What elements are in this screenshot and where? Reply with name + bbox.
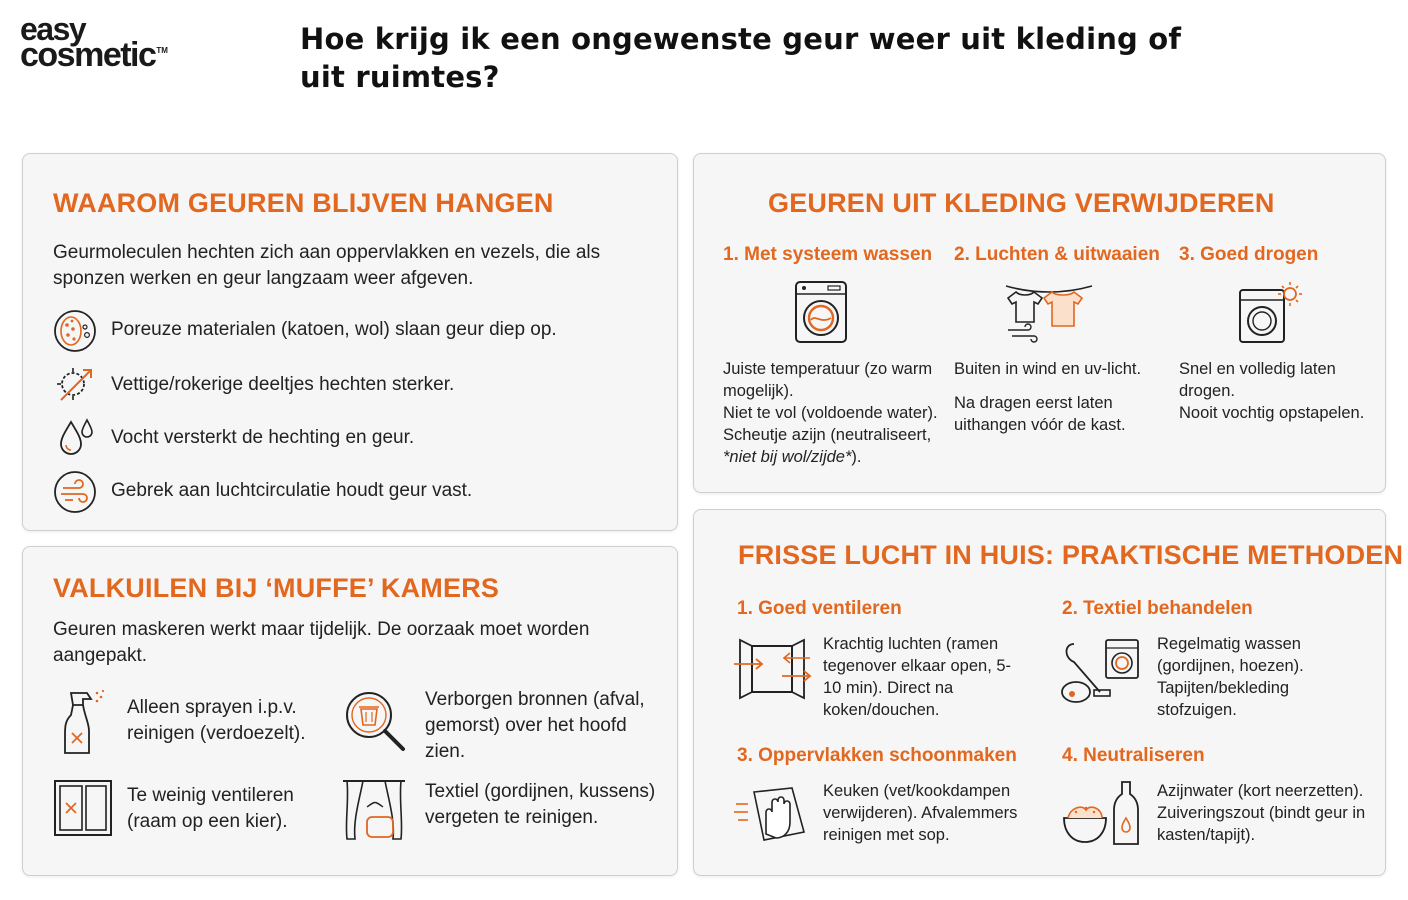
- card-musty-room-pitfalls: [22, 546, 678, 876]
- step-line: Na dragen eerst laten uithangen vóór de kast.: [954, 394, 1126, 434]
- easy-cosmetic-logo[interactable]: [20, 11, 168, 75]
- clothing-step-heading: 2. Luchten & uitwaaien: [954, 244, 1160, 265]
- card-why-odors-linger: [22, 153, 678, 531]
- clothing-step-text: [1179, 358, 1379, 424]
- logo-line-2: cosmetic: [20, 36, 156, 75]
- method-text: Azijnwater (kort neerzetten). Zuiveringszout (bindt geur in kasten/tapijt).: [1157, 782, 1366, 844]
- card-fresh-air-methods: [693, 509, 1404, 876]
- method-heading: 2. Textiel behandelen: [1062, 598, 1253, 619]
- clothing-step-text: [954, 358, 1169, 436]
- card-title: GEUREN UIT KLEDING VERWIJDEREN: [768, 188, 1275, 218]
- method-heading: 4. Neutraliseren: [1062, 745, 1205, 766]
- method-text: Regelmatig wassen (gordijnen, hoezen). Tapijten/bekleding stofzuigen.: [1157, 635, 1304, 719]
- method-text: Keuken (vet/kookdampen verwijderen). Afvalemmers reinigen met sop.: [823, 782, 1018, 844]
- closed-window-icon: [53, 779, 113, 837]
- step-line: Snel en volledig laten drogen.: [1179, 360, 1336, 400]
- clothing-step-heading: 1. Met systeem wassen: [723, 244, 933, 265]
- logo-line-1: easy: [20, 11, 86, 47]
- card-intro: Geurmoleculen hechten zich aan oppervlakken en vezels, die als sponzen werken en geur langzaam weer afgeven.: [53, 242, 601, 289]
- vinegar-baking-soda-icon: [1060, 778, 1142, 850]
- step-line: Scheutje azijn (neutraliseert,: [723, 426, 932, 444]
- step-line: Juiste temperatuur (zo warm mogelijk).: [723, 360, 933, 400]
- porous-fabric-icon: [53, 309, 97, 353]
- dryer-sun-icon: [1234, 280, 1304, 346]
- clothing-step-text: [723, 358, 953, 468]
- pitfall-item-ventilation: Te weinig ventileren (raam op een kier).: [127, 785, 294, 832]
- wiping-hand-icon: [732, 782, 812, 848]
- pitfall-item-spraying: Alleen sprayen i.p.v. reinigen (verdoezelt).: [127, 697, 306, 744]
- card-title: FRISSE LUCHT IN HUIS: PRAKTISCHE METHODEN: [738, 540, 1404, 570]
- step-note-end: ).: [851, 448, 862, 466]
- clothing-step-heading: 3. Goed drogen: [1179, 244, 1319, 265]
- step-note: *niet bij wol/zijde*: [723, 448, 852, 466]
- spray-bottle-icon: [57, 687, 107, 757]
- card-remove-odors-from-clothing: [693, 153, 1386, 493]
- washing-machine-icon: [794, 280, 850, 346]
- page-title: Hoe krijg ik een ongewenste geur weer uit kleding of uit ruimtes?: [300, 22, 1182, 94]
- card-title: VALKUILEN BIJ ‘MUFFE’ KAMERS: [53, 573, 500, 603]
- logo-trademark: TM: [156, 46, 168, 56]
- method-heading: 1. Goed ventileren: [737, 598, 902, 619]
- water-drops-icon: [55, 414, 99, 458]
- method-heading: 3. Oppervlakken schoonmaken: [737, 745, 1017, 766]
- vacuum-washer-icon: [1060, 636, 1142, 706]
- card-title: WAAROM GEUREN BLIJVEN HANGEN: [53, 188, 554, 218]
- step-line: Nooit vochtig opstapelen.: [1179, 404, 1365, 422]
- curtain-cushion-icon: [341, 777, 407, 841]
- pitfall-item-textiles: Textiel (gordijnen, kussens) vergeten te reinigen.: [425, 781, 656, 828]
- grease-particle-icon: [53, 362, 97, 406]
- clothesline-icon: [1004, 280, 1094, 346]
- trash-magnifier-icon: [341, 687, 411, 757]
- reason-item-moisture: Vocht versterkt de hechting en geur.: [111, 427, 415, 448]
- method-text: Krachtig luchten (ramen tegenover elkaar open, 5-10 min). Direct na koken/douchen.: [823, 635, 1012, 719]
- card-intro: Geuren maskeren werkt maar tijdelijk. De oorzaak moet worden aangepakt.: [53, 619, 590, 666]
- pitfall-item-hidden-sources: Verborgen bronnen (afval, gemorst) over het hoofd zien.: [425, 689, 645, 762]
- reason-item-greasy: Vettige/rokerige deeltjes hechten sterker.: [111, 374, 455, 395]
- reason-item-porous: Poreuze materialen (katoen, wol) slaan geur diep op.: [111, 319, 557, 340]
- air-flow-icon: [53, 470, 97, 514]
- open-window-icon: [732, 636, 812, 702]
- step-line: Buiten in wind en uv-licht.: [954, 360, 1142, 378]
- reason-item-airflow: Gebrek aan luchtcirculatie houdt geur vast.: [111, 480, 473, 501]
- step-line: Niet te vol (voldoende water).: [723, 404, 938, 422]
